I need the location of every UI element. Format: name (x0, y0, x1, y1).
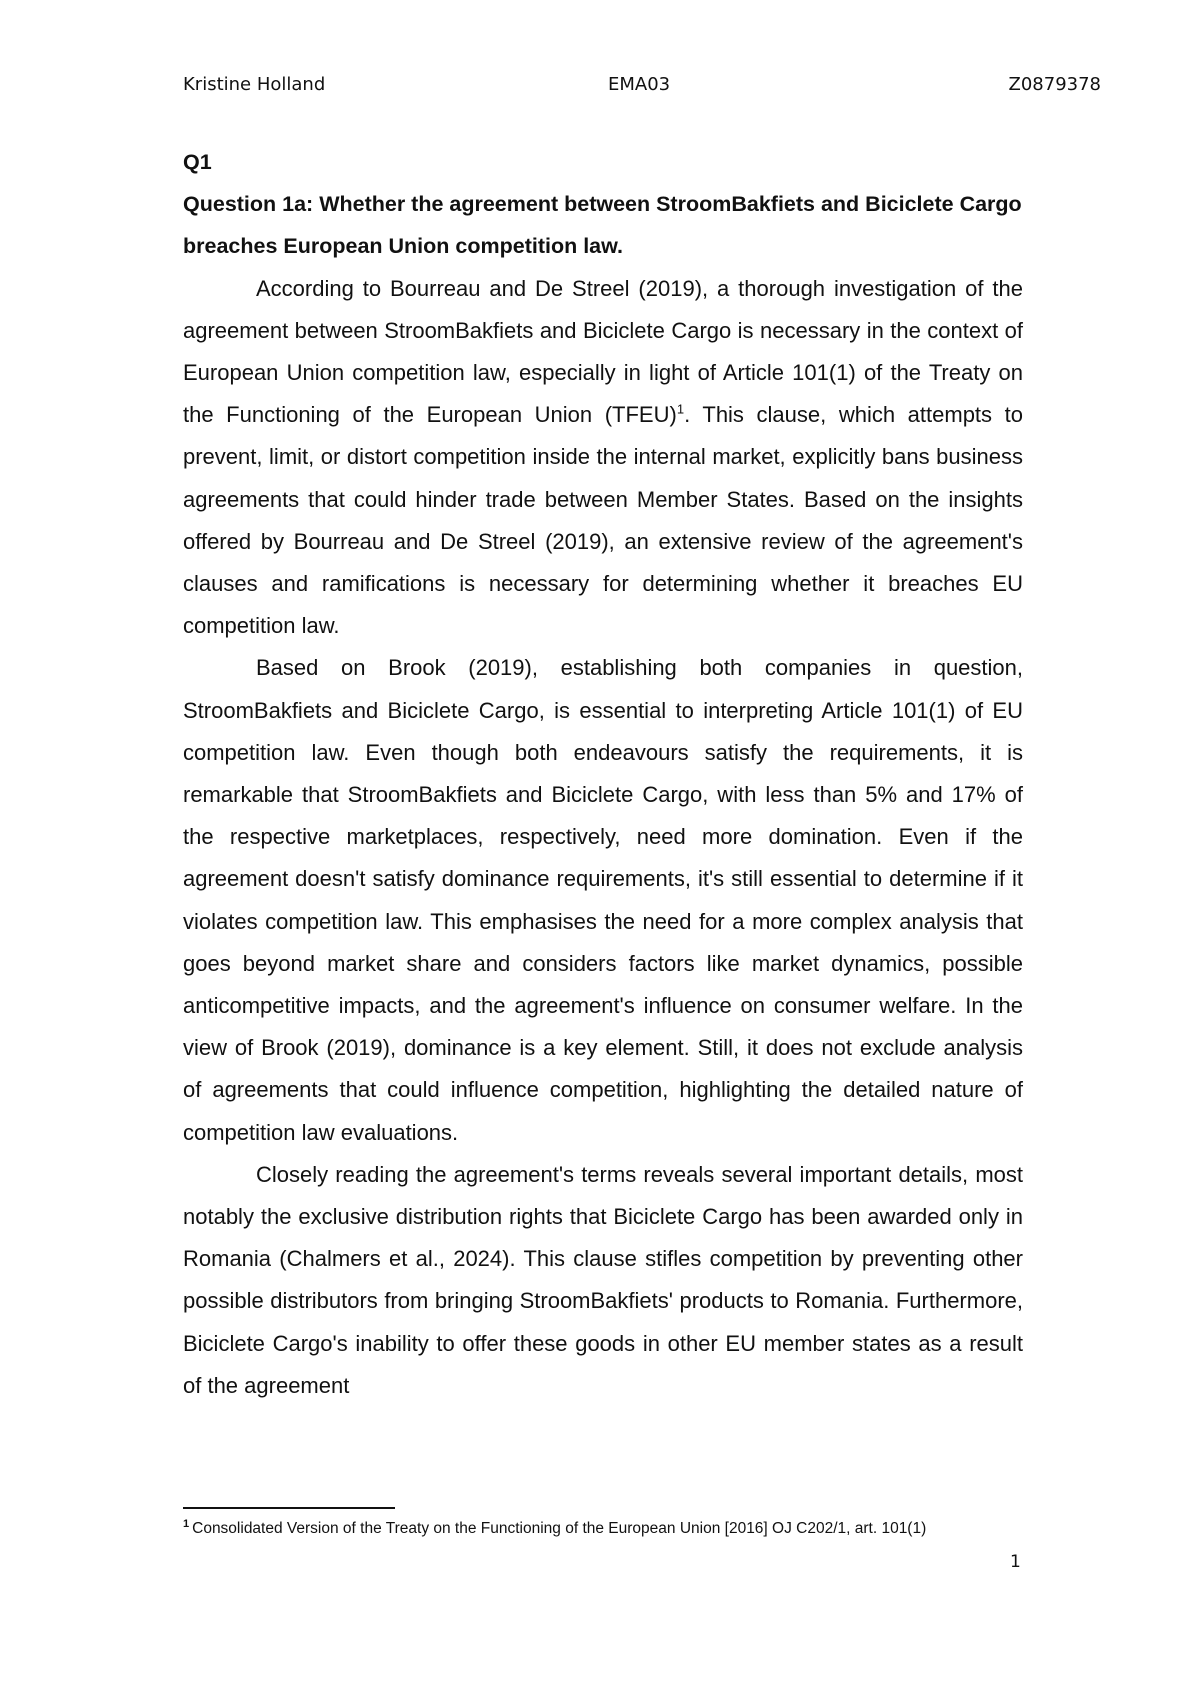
question-heading: Question 1a: Whether the agreement between StroomBakfiets and Biciclete Cargo breaches European Union competition law. (183, 192, 1022, 259)
footnote (183, 1518, 1083, 1538)
header-course-code: EMA03 (608, 74, 671, 95)
footnote-text: Consolidated Version of the Treaty on the Functioning of the European Union [2016] OJ C202/1, art. 101(1) (192, 1520, 927, 1538)
page-header (183, 74, 1101, 104)
paragraph-1-text-a: According to Bourreau and De Streel (2019), a thorough investigation of the agreement between StroomBakfiets and Biciclete Cargo is necessary in the context of European Union competition law, especially in light of Article 101(1) of the Treaty on the Functioning of the European Union (TFEU) (183, 275, 1023, 428)
header-author: Kristine Holland (183, 74, 326, 95)
section-label: Q1 (183, 150, 212, 174)
paragraph-1-text-b: . This clause, which attempts to prevent, limit, or distort competition inside the internal market, explicitly bans business agreements that could hinder trade between Member States. Based on the insights offered by Bourreau and De Streel (2019), an extensive review of the agreement's clauses and ramifications is necessary for determining whether it breaches EU competition law. (183, 402, 1023, 639)
paragraph-2: Based on Brook (2019), establishing both companies in question, StroomBakfiets and Biciclete Cargo, is essential to interpreting Article 101(1) of EU competition law. Even though both endeavours satisfy the requirements, it is remarkable that StroomBakfiets and Biciclete Cargo, with less than 5% and 17% of the respective marketplaces, respectively, need more domination. Even if the agreement doesn't satisfy dominance requirements, it's still essential to determine if it violates competition law. This emphasises the need for a more complex analysis that goes beyond market share and considers factors like market dynamics, possible anticompetitive impacts, and the agreement's influence on consumer welfare. In the view of Brook (2019), dominance is a key element. Still, it does not exclude analysis of agreements that could influence competition, highlighting the detailed nature of competition law evaluations. (183, 655, 1023, 1145)
header-student-id: Z0879378 (1008, 74, 1101, 95)
footnote-separator (183, 1507, 395, 1509)
paragraph-3: Closely reading the agreement's terms reveals several important details, most notably the exclusive distribution rights that Biciclete Cargo has been awarded only in Romania (Chalmers et al., 2024). This clause stifles competition by preventing other possible distributors from bringing StroomBakfiets' products to Romania. Furthermore, Biciclete Cargo's inability to offer these goods in other EU member states as a result of the agreement (183, 1161, 1023, 1398)
page-number: 1 (1010, 1552, 1021, 1572)
document-body (183, 141, 1023, 1407)
paragraph-1 (183, 268, 1023, 648)
footnote-reference: 1 (676, 401, 685, 417)
footnote-marker: 1 (183, 1518, 190, 1530)
